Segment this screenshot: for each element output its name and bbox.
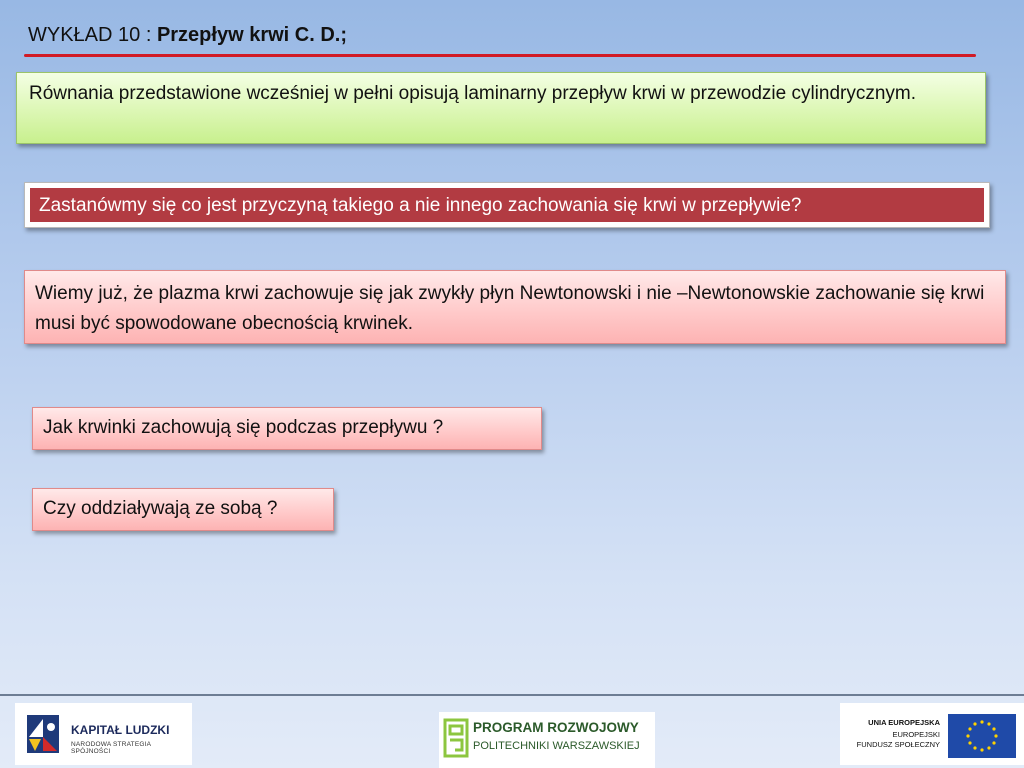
question-box	[24, 182, 990, 228]
title-prefix: WYKŁAD 10 :	[28, 24, 157, 46]
question-text: Zastanówmy się co jest przyczyną takiego a nie innego zachowania się krwi w przepływie?	[30, 188, 984, 222]
eu-line1: UNIA EUROPEJSKA	[868, 718, 940, 727]
program-rozwojowy-subtitle: POLITECHNIKI WARSZAWSKIEJ	[473, 740, 640, 752]
question-interaction-text: Czy oddziaływają ze sobą ?	[43, 498, 278, 519]
intro-box	[16, 72, 986, 144]
eu-line3: FUNDUSZ SPOŁECZNY	[856, 740, 940, 749]
program-rozwojowy-logo	[439, 712, 655, 768]
question-interaction-box	[32, 488, 334, 531]
footer-divider	[0, 694, 1024, 696]
slide-title	[28, 24, 347, 47]
question-cells-box	[32, 407, 542, 450]
title-bold: Przepływ krwi C. D.;	[156, 24, 347, 46]
kapital-ludzki-title: KAPITAŁ LUDZKI	[71, 723, 170, 737]
question-cells-text: Jak krwinki zachowują się podczas przepływu ?	[43, 417, 444, 438]
eu-flag-icon	[948, 714, 1016, 758]
kapital-ludzki-logo	[15, 703, 192, 765]
intro-text: Równania przedstawione wcześniej w pełni opisują laminarny przepływ krwi w przewodzie cylindrycznym.	[29, 83, 917, 104]
title-underline	[24, 54, 976, 57]
known-box	[24, 270, 1006, 344]
program-rozwojowy-mark-icon	[443, 718, 469, 758]
eu-logo	[840, 703, 1024, 765]
known-text: Wiemy już, że plazma krwi zachowuje się jak zwykły płyn Newtonowski i nie –Newtonowskie zachowanie się krwi musi być spowodowane obecnością krwinek.	[35, 283, 985, 334]
kapital-ludzki-subtitle: NARODOWA STRATEGIA SPÓJNOŚCI	[71, 741, 151, 755]
eu-line2: EUROPEJSKI	[892, 730, 940, 739]
program-rozwojowy-title: PROGRAM ROZWOJOWY	[473, 720, 639, 735]
kapital-ludzki-mark-icon	[23, 711, 63, 757]
